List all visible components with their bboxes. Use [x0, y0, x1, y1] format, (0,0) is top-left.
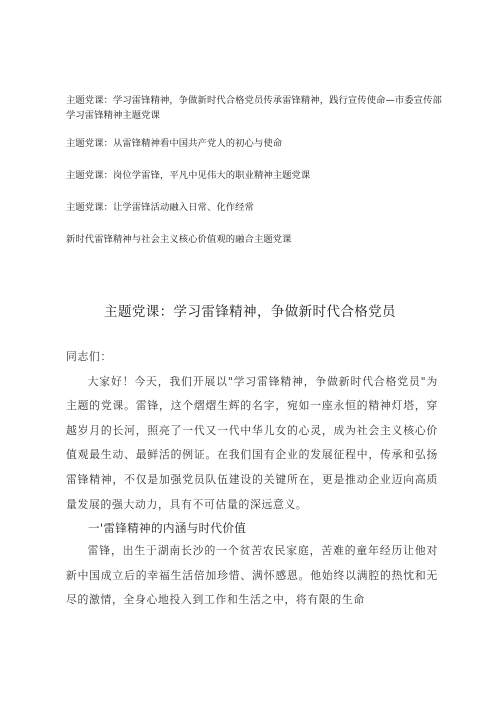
document-title: 主题党课：学习雷锋精神，争做新时代合格党员	[104, 304, 396, 320]
paragraph: 雷锋，出生于湖南长沙的一个贫苦农民家庭，苦难的童年经历让他对新中国成立后的幸福生活倍加珍惜、满怀感恩。他始终以满腔的热忱和无尽的激情，全身心地投入到工作和生活之中，将有限的生命	[66, 544, 438, 607]
section-heading: 一'雷锋精神的内涵与时代价值	[88, 521, 247, 536]
paragraph: 大家好！今天，我们开展以"学习雷锋精神，争做新时代合格党员"为主题的党课。雷锋，这个熠熠生辉的名字，宛如一座永恒的精神灯塔，穿越岁月的长河，照亮了一代又一代中华儿女的心灵，成为社会主义核心价值观最生动、最鲜活的例证。在我们国有企业的发展征程中，传承和弘扬雷锋精神，不仅是加强党员队伍建设的关键所在，更是推动企业迈向高质量发展的强大动力，具有不可估量的深远意义。	[66, 374, 438, 511]
toc-item: 主题党课：让学雷锋活动融入日常、化作经常	[66, 202, 254, 213]
toc-item: 主题党课：从雷锋精神看中国共产党人的初心与使命	[66, 138, 283, 149]
document-body	[66, 345, 438, 613]
toc-item: 主题党课：学习雷锋精神，争做新时代合格党员传承雷锋精神，践行宣传使命—市委宣传部学习雷锋精神主题党课	[66, 95, 442, 121]
toc-item: 主题党课：岗位学雷锋，平凡中见伟大的职业精神主题党课	[66, 170, 311, 181]
table-of-contents	[66, 93, 446, 264]
greeting: 同志们：	[66, 350, 112, 363]
toc-item: 新时代雷锋精神与社会主义核心价值观的融合主题党课	[66, 234, 292, 245]
